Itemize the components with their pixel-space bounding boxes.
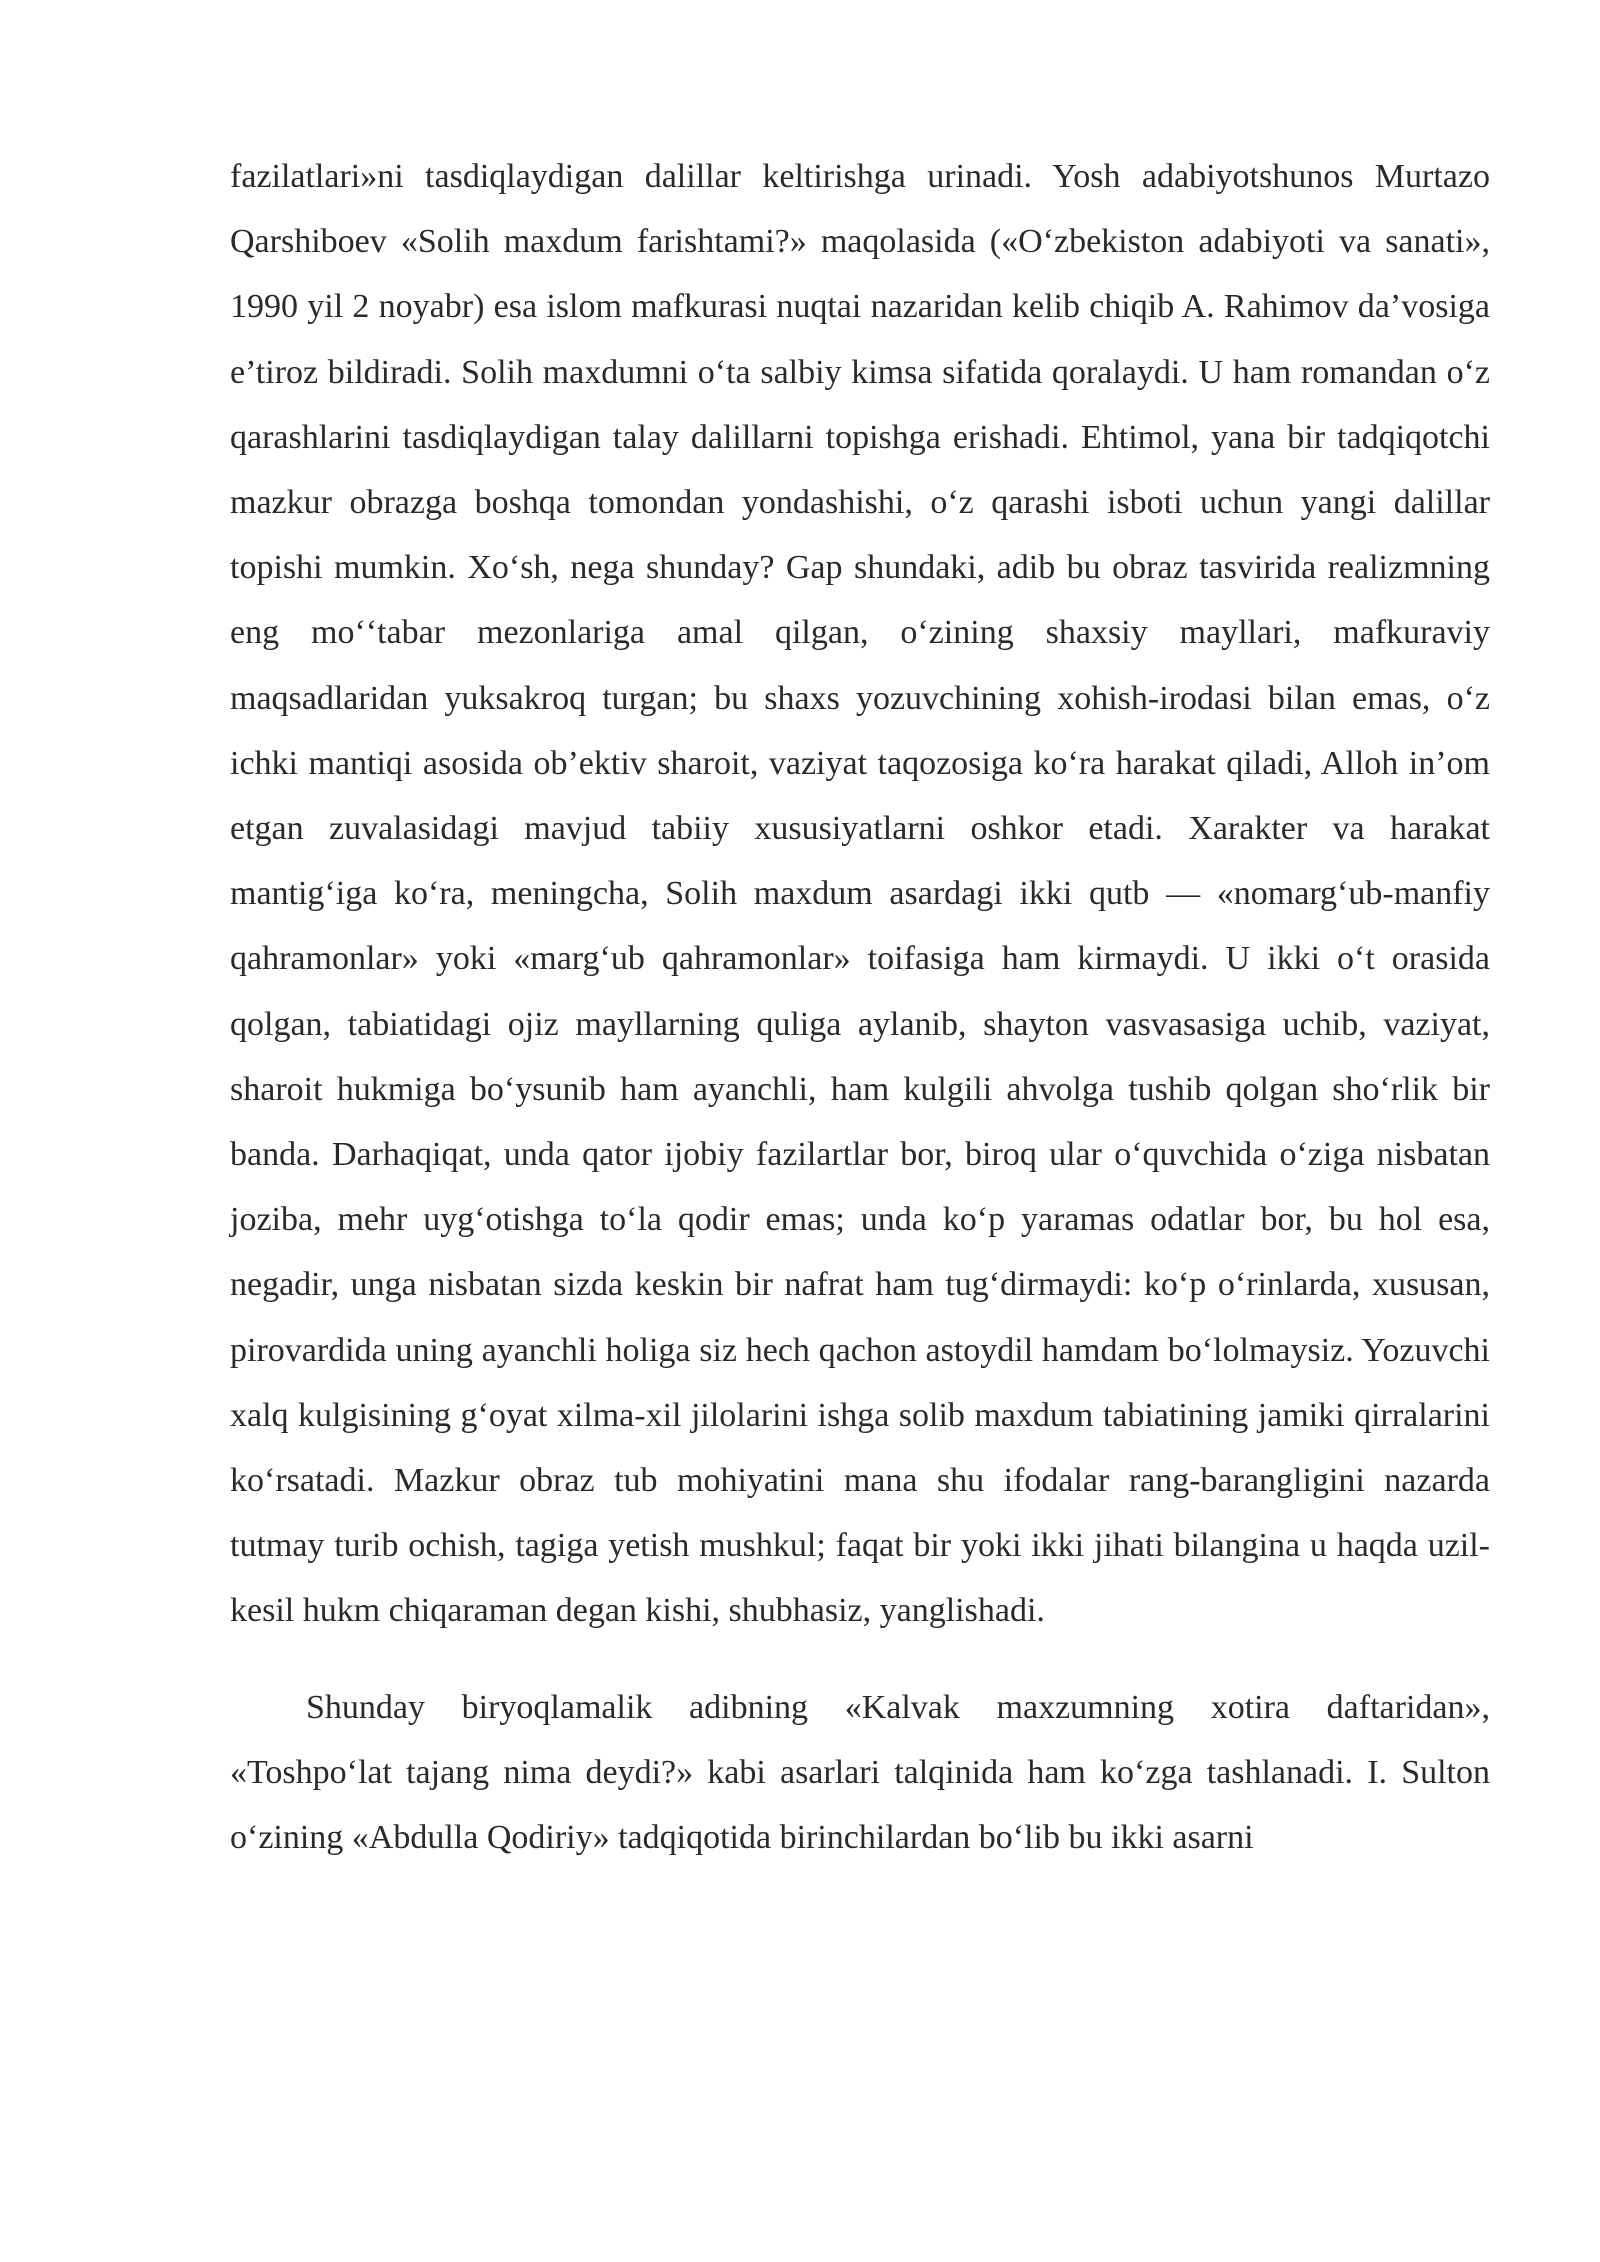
paragraph: Shunday biryoqlamalik adibning «Kalvak maxzumning xotira daftaridan», «Toshpoʻlat tajang nima deydi?» kabi asarlari talqinida ham koʻzga tashlanadi. I. Sulton oʻzining «Abdulla Qodiriy» tadqiqotida birinchilardan boʻlib bu ikki asarni xyxy=(230,1688,1490,1857)
paragraph: fazilatlari»ni tasdiqlaydigan dalillar keltirishga urinadi. Yosh adabiyotshunos Murtazo Qarshiboev «Solih maxdum farishtami?» maqolasida («Oʻzbekiston adabiyoti va sanati», 1990 yil 2 noyabr) esa islom mafkurasi nuqtai nazaridan kelib chiqib A. Rahimov da’vosiga e’tiroz bildiradi. Solih maxdumni oʻta salbiy kimsa sifatida qoralaydi. U ham romandan oʻz qarashlarini tasdiqlaydigan talay dalillarni topishga erishadi. Ehtimol, yana bir tadqiqotchi mazkur obrazga boshqa tomondan yondashishi, oʻz qarashi isboti uchun yangi dalillar topishi mumkin. Xoʻsh, nega shunday? Gap shundaki, adib bu obraz tasvirida realizmning eng moʻʻtabar mezonlariga amal qilgan, oʻzining shaxsiy mayllari, mafkuraviy maqsadlaridan yuksakroq turgan; bu shaxs yozuvchining xohish-irodasi bilan emas, oʻz ichki mantiqi asosida ob’ektiv sharoit, vaziyat taqozosiga koʻra harakat qiladi, Alloh in’om etgan zuvalasidagi mavjud tabiiy xususiyatlarni oshkor etadi. Xarakter va harakat mantigʻiga koʻra, meningcha, Solih maxdum asardagi ikki qutb — «nomargʻub-manfiy qahramonlar» yoki «margʻub qahramonlar» toifasiga ham kirmaydi. U ikki oʻt orasida qolgan, tabiatidagi ojiz mayllarning quliga aylanib, shayton vasvasasiga uchib, vaziyat, sharoit hukmiga boʻysunib ham ayanchli, ham kulgili ahvolga tushib qolgan shoʻrlik bir banda. Darhaqiqat, unda qator ijobiy fazilartlar bor, biroq ular oʻquvchida oʻziga nisbatan joziba, mehr uygʻotishga toʻla qodir emas; unda koʻp yaramas odatlar bor, bu hol esa, negadir, unga nisbatan sizda keskin bir nafrat ham tugʻdirmaydi: koʻp oʻrinlarda, xususan, pirovardida uning ayanchli holiga siz hech qachon astoydil hamdam boʻlolmaysiz. Yozuvchi xalq kulgisining gʻoyat xilma-xil jilolarini ishga solib maxdum tabiatining jamiki qirralarini koʻrsatadi. Mazkur obraz tub mohiyatini mana shu ifodalar rang-barangligini nazarda tutmay turib ochish, tagiga yetish mushkul; faqat bir yoki ikki jihati bilangina u haqda uzil-kesil hukm chiqaraman degan kishi, shubhasiz, yanglishadi. xyxy=(230,158,1490,1630)
document-body xyxy=(230,144,1490,1870)
